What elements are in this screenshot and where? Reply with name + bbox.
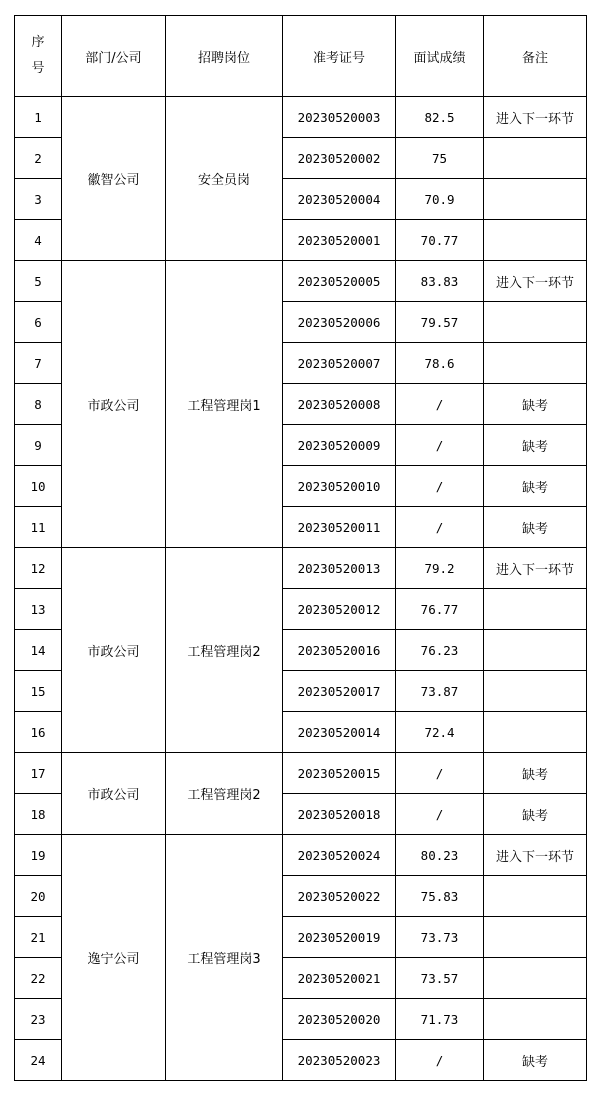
header-score: 面试成绩: [396, 16, 484, 97]
ticket-cell: 20230520011: [283, 507, 396, 548]
ticket-cell: 20230520010: [283, 466, 396, 507]
score-cell: 70.9: [396, 179, 484, 220]
dept-cell: 市政公司: [62, 261, 166, 548]
score-cell: 82.5: [396, 97, 484, 138]
seq-cell: 6: [15, 302, 62, 343]
ticket-cell: 20230520001: [283, 220, 396, 261]
ticket-cell: 20230520003: [283, 97, 396, 138]
ticket-cell: 20230520002: [283, 138, 396, 179]
ticket-cell: 20230520014: [283, 712, 396, 753]
ticket-cell: 20230520013: [283, 548, 396, 589]
score-cell: /: [396, 425, 484, 466]
ticket-cell: 20230520018: [283, 794, 396, 835]
score-cell: /: [396, 1040, 484, 1081]
score-cell: 70.77: [396, 220, 484, 261]
seq-cell: 1: [15, 97, 62, 138]
dept-cell: 徽智公司: [62, 97, 166, 261]
score-cell: 75.83: [396, 876, 484, 917]
remark-cell: [484, 302, 587, 343]
header-seq: [15, 16, 62, 97]
remark-cell: 缺考: [484, 507, 587, 548]
remark-cell: 进入下一环节: [484, 97, 587, 138]
score-cell: 73.73: [396, 917, 484, 958]
dept-cell: 市政公司: [62, 753, 166, 835]
table-row: [15, 835, 587, 876]
score-cell: /: [396, 753, 484, 794]
seq-cell: 10: [15, 466, 62, 507]
seq-cell: 12: [15, 548, 62, 589]
seq-cell: 13: [15, 589, 62, 630]
remark-cell: 进入下一环节: [484, 548, 587, 589]
ticket-cell: 20230520005: [283, 261, 396, 302]
remark-cell: [484, 671, 587, 712]
seq-cell: 15: [15, 671, 62, 712]
table-body: [15, 97, 587, 1081]
score-cell: /: [396, 507, 484, 548]
seq-cell: 2: [15, 138, 62, 179]
header-row: [15, 16, 587, 97]
seq-cell: 19: [15, 835, 62, 876]
score-cell: 71.73: [396, 999, 484, 1040]
score-cell: 79.57: [396, 302, 484, 343]
score-cell: /: [396, 794, 484, 835]
score-cell: 76.23: [396, 630, 484, 671]
header-seq-line2: 号: [31, 61, 45, 76]
remark-cell: [484, 138, 587, 179]
ticket-cell: 20230520024: [283, 835, 396, 876]
header-dept: 部门/公司: [62, 16, 166, 97]
remark-cell: [484, 999, 587, 1040]
ticket-cell: 20230520021: [283, 958, 396, 999]
ticket-cell: 20230520009: [283, 425, 396, 466]
score-cell: 73.57: [396, 958, 484, 999]
remark-cell: 缺考: [484, 425, 587, 466]
remark-cell: [484, 712, 587, 753]
ticket-cell: 20230520016: [283, 630, 396, 671]
ticket-cell: 20230520023: [283, 1040, 396, 1081]
seq-cell: 9: [15, 425, 62, 466]
seq-cell: 16: [15, 712, 62, 753]
seq-cell: 21: [15, 917, 62, 958]
remark-cell: [484, 343, 587, 384]
seq-cell: 8: [15, 384, 62, 425]
remark-cell: 缺考: [484, 753, 587, 794]
ticket-cell: 20230520012: [283, 589, 396, 630]
remark-cell: [484, 179, 587, 220]
score-cell: 78.6: [396, 343, 484, 384]
seq-cell: 14: [15, 630, 62, 671]
ticket-cell: 20230520006: [283, 302, 396, 343]
remark-cell: [484, 630, 587, 671]
ticket-cell: 20230520004: [283, 179, 396, 220]
ticket-cell: 20230520020: [283, 999, 396, 1040]
score-cell: 76.77: [396, 589, 484, 630]
ticket-cell: 20230520019: [283, 917, 396, 958]
dept-cell: 市政公司: [62, 548, 166, 753]
ticket-cell: 20230520022: [283, 876, 396, 917]
score-cell: 83.83: [396, 261, 484, 302]
ticket-cell: 20230520007: [283, 343, 396, 384]
position-cell: 工程管理岗3: [166, 835, 283, 1081]
remark-cell: [484, 917, 587, 958]
ticket-cell: 20230520017: [283, 671, 396, 712]
position-cell: 工程管理岗2: [166, 548, 283, 753]
remark-cell: [484, 876, 587, 917]
seq-cell: 11: [15, 507, 62, 548]
ticket-cell: 20230520008: [283, 384, 396, 425]
score-cell: /: [396, 466, 484, 507]
score-cell: 80.23: [396, 835, 484, 876]
table-row: [15, 753, 587, 794]
seq-cell: 4: [15, 220, 62, 261]
table-row: [15, 548, 587, 589]
remark-cell: 缺考: [484, 384, 587, 425]
remark-cell: [484, 589, 587, 630]
remark-cell: 缺考: [484, 466, 587, 507]
table-row: [15, 261, 587, 302]
score-cell: 79.2: [396, 548, 484, 589]
seq-cell: 23: [15, 999, 62, 1040]
results-table: [14, 15, 587, 1081]
position-cell: 工程管理岗1: [166, 261, 283, 548]
position-cell: 工程管理岗2: [166, 753, 283, 835]
score-cell: 73.87: [396, 671, 484, 712]
ticket-cell: 20230520015: [283, 753, 396, 794]
remark-cell: 进入下一环节: [484, 835, 587, 876]
seq-cell: 18: [15, 794, 62, 835]
seq-cell: 5: [15, 261, 62, 302]
header-ticket: 准考证号: [283, 16, 396, 97]
seq-cell: 20: [15, 876, 62, 917]
score-cell: 72.4: [396, 712, 484, 753]
remark-cell: 缺考: [484, 1040, 587, 1081]
seq-cell: 17: [15, 753, 62, 794]
table-row: [15, 97, 587, 138]
remark-cell: [484, 220, 587, 261]
header-remark: 备注: [484, 16, 587, 97]
position-cell: 安全员岗: [166, 97, 283, 261]
header-seq-line1: 序: [31, 35, 45, 50]
header-position: 招聘岗位: [166, 16, 283, 97]
remark-cell: [484, 958, 587, 999]
score-cell: 75: [396, 138, 484, 179]
seq-cell: 24: [15, 1040, 62, 1081]
remark-cell: 缺考: [484, 794, 587, 835]
seq-cell: 3: [15, 179, 62, 220]
score-cell: /: [396, 384, 484, 425]
seq-cell: 7: [15, 343, 62, 384]
seq-cell: 22: [15, 958, 62, 999]
dept-cell: 逸宁公司: [62, 835, 166, 1081]
remark-cell: 进入下一环节: [484, 261, 587, 302]
